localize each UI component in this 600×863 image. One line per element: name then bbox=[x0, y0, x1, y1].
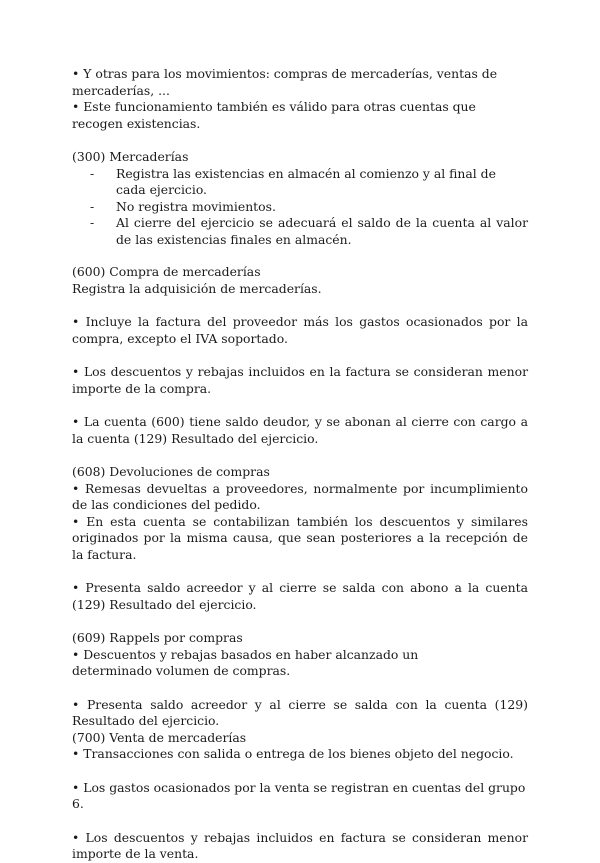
section-609-bullet-1-line-2: determinado volumen de compras. bbox=[72, 663, 291, 678]
section-600-title: (600) Compra de mercaderías bbox=[72, 264, 261, 279]
section-300-item-text: Registra las existencias en almacén al comienzo y al final de cada ejercicio. bbox=[116, 165, 496, 197]
section-700 bbox=[72, 730, 528, 863]
section-600-bullet-2: • Los descuentos y rebajas incluidos en la factura se consideran menor importe de la compra. bbox=[72, 364, 528, 396]
section-608-bullet-2: • En esta cuenta se contabilizan también los descuentos y similares originados por la misma causa, que sean posteriores a la recepción de la factura. bbox=[72, 513, 528, 562]
section-300-item bbox=[72, 215, 528, 248]
document-page bbox=[72, 66, 528, 863]
section-609-bullet-1-line-1: • Descuentos y rebajas basados en haber alcanzado un bbox=[72, 646, 419, 662]
section-700-bullet-2: • Los gastos ocasionados por la venta se registran en cuentas del grupo 6. bbox=[72, 779, 526, 811]
section-700-title: (700) Venta de mercaderías bbox=[72, 729, 247, 745]
dash-marker: - bbox=[90, 215, 95, 230]
section-608-bullet-1: • Remesas devueltas a proveedores, normalmente por incumplimiento de las condiciones del pedido. bbox=[72, 480, 528, 512]
section-700-bullet-1: • Transacciones con salida o entrega de los bienes objeto del negocio. bbox=[72, 746, 514, 761]
section-609-bullet-2: • Presenta saldo acreedor y al cierre se salda con la cuenta (129) Resultado del ejercicio. bbox=[72, 696, 528, 728]
section-300 bbox=[72, 149, 528, 248]
section-600-bullet-3: • La cuenta (600) tiene saldo deudor, y se abonan al cierre con cargo a la cuenta (129) Resultado del ejercicio. bbox=[72, 414, 528, 446]
section-600-bullet-1: • Incluye la factura del proveedor más los gastos ocasionados por la compra, excepto el IVA soportado. bbox=[72, 314, 528, 346]
section-608 bbox=[72, 464, 528, 613]
intro-bullet-2: • Este funcionamiento también es válido para otras cuentas que recogen existencias. bbox=[72, 99, 476, 131]
section-700-bullet-3: • Los descuentos y rebajas incluidos en factura se consideran menor importe de la venta. bbox=[72, 829, 528, 861]
dash-marker: - bbox=[90, 165, 95, 181]
section-300-title: (300) Mercaderías bbox=[72, 149, 189, 164]
section-608-title: (608) Devoluciones de compras bbox=[72, 464, 270, 479]
section-300-item bbox=[72, 199, 528, 216]
section-600-description: Registra la adquisición de mercaderías. bbox=[72, 280, 322, 296]
intro-bullet-1: • Y otras para los movimientos: compras de mercaderías, ventas de mercaderías, ... bbox=[72, 66, 498, 98]
section-609-title: (609) Rappels por compras bbox=[72, 630, 243, 645]
dash-marker: - bbox=[90, 198, 95, 214]
section-300-item-text: Al cierre del ejercicio se adecuará el saldo de la cuenta al valor de las existencias finales en almacén. bbox=[116, 215, 528, 247]
section-600 bbox=[72, 264, 528, 447]
section-608-bullet-3: • Presenta saldo acreedor y al cierre se salda con abono a la cuenta (129) Resultado del ejercicio. bbox=[72, 580, 528, 612]
section-300-item bbox=[72, 166, 528, 199]
section-609 bbox=[72, 630, 528, 730]
section-300-item-text: No registra movimientos. bbox=[116, 198, 276, 214]
